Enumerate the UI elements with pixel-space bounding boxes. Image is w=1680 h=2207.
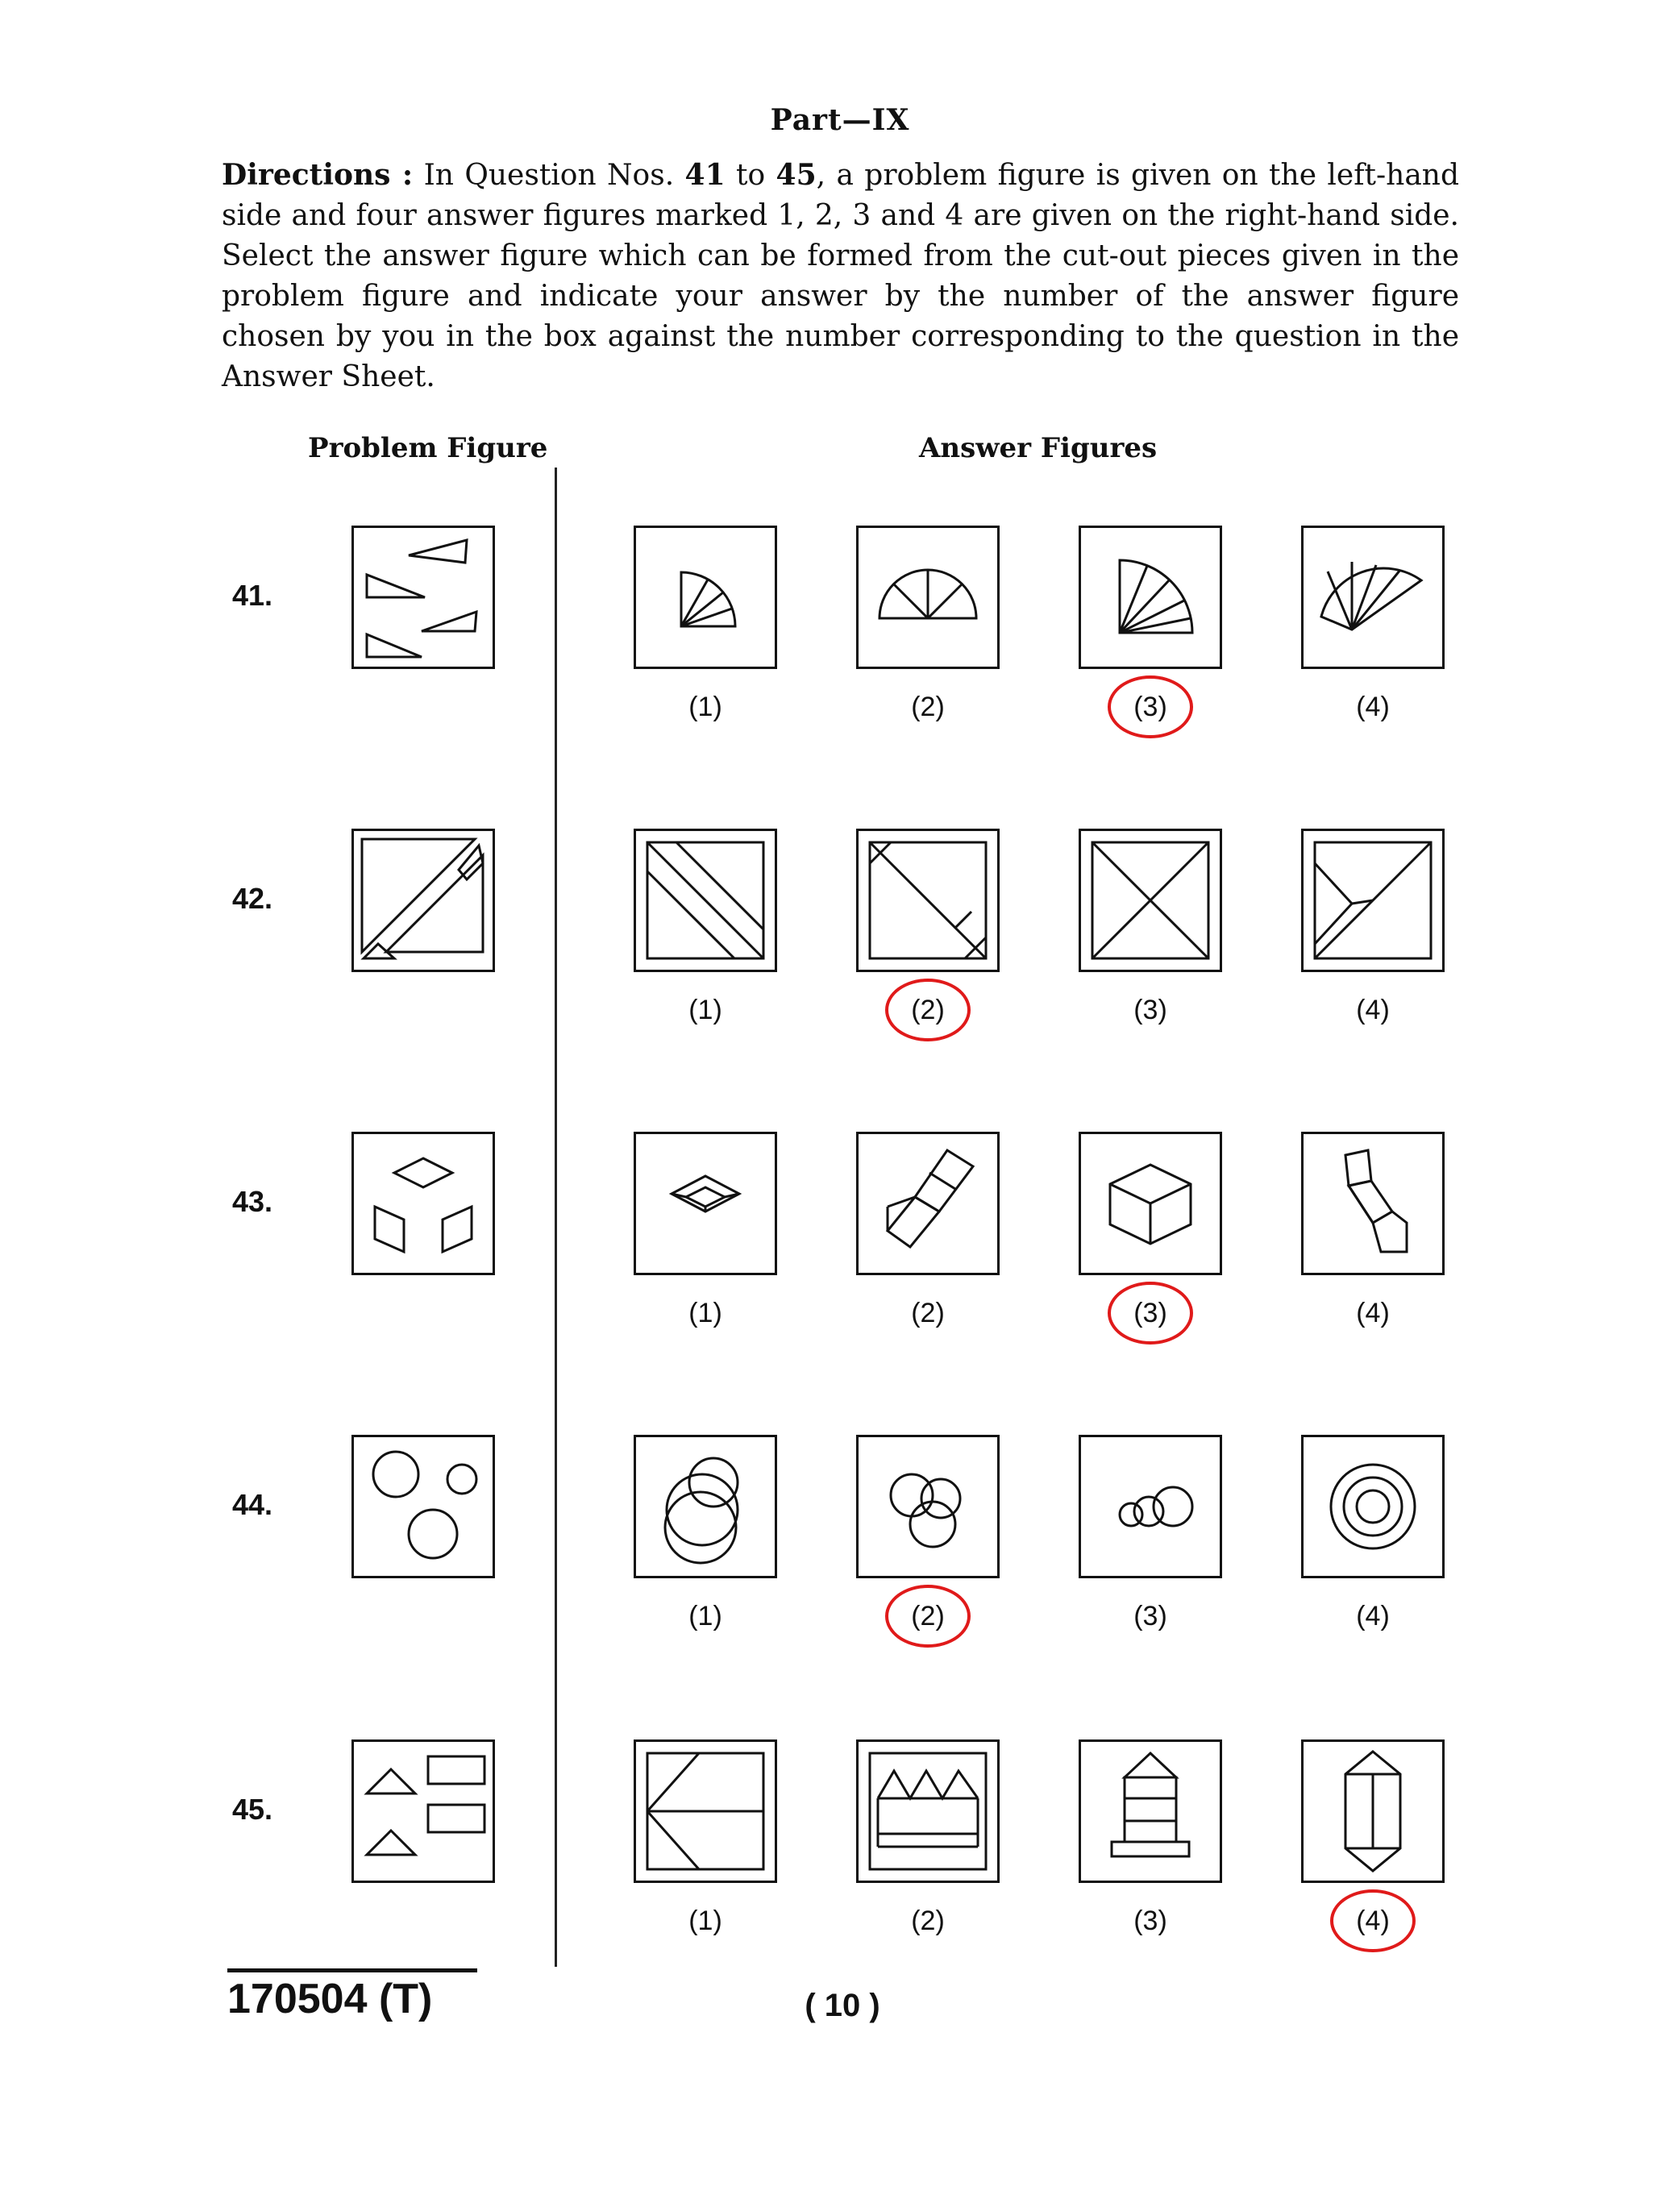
answer-figure[interactable] [856,526,1000,669]
option-label: (3) [1133,692,1167,722]
option-label: (1) [688,995,722,1025]
option-label: (4) [1356,995,1390,1025]
option-label: (1) [688,692,722,722]
question-number: 45. [232,1793,273,1826]
problem-figure [351,1739,495,1883]
answer-figure[interactable] [1079,526,1222,669]
answer-figure[interactable] [634,829,777,972]
answer-figure[interactable] [856,1435,1000,1578]
directions-part: to [725,159,776,192]
answer-figures-heading: Answer Figures [919,432,1158,464]
option-label: (4) [1356,1601,1390,1631]
question-number: 41. [232,579,273,612]
answer-figure[interactable] [1301,1739,1445,1883]
part-heading: Part—IX [770,103,910,137]
question-number: 44. [232,1488,273,1521]
answer-mark-circle [885,979,971,1041]
option-label: (1) [688,1601,722,1631]
directions-label: Directions : [222,158,414,192]
answer-figure[interactable] [856,829,1000,972]
answer-mark-circle [1108,675,1193,738]
option-label: (3) [1133,1906,1167,1936]
answer-figure[interactable] [634,1739,777,1883]
option-label: (3) [1133,995,1167,1025]
question-number: 43. [232,1185,273,1218]
option-label: (2) [911,1906,945,1936]
problem-figure [351,1132,495,1275]
option-label: (2) [911,1298,945,1328]
answer-mark-circle [1108,1282,1193,1345]
answer-figure[interactable] [856,1132,1000,1275]
option-label: (4) [1356,1906,1390,1936]
page-number: ( 10 ) [805,1988,880,2023]
answer-figure[interactable] [634,1132,777,1275]
directions-start-number: 41 [684,158,726,192]
option-label: (4) [1356,1298,1390,1328]
answer-figure[interactable] [634,526,777,669]
directions-part: , a problem figure is given on the left-hand side and four answer figures marked 1, 2, 3 and 4 are given on the right-hand side. Select the answer figure which can be formed from the cut-out pieces given in the problem figure and indicate your answer by the number of the answer figure chosen by you in the box against the number corresponding to the question in the Answer Sheet. [222,159,1460,393]
answer-figure[interactable] [1301,526,1445,669]
answer-figure[interactable] [1301,1435,1445,1578]
problem-figure-heading: Problem Figure [308,432,548,464]
answer-figure[interactable] [1079,1435,1222,1578]
column-divider [555,468,557,1967]
question-number: 42. [232,882,273,915]
directions-part: In Question Nos. [413,159,685,192]
answer-figure[interactable] [1301,1132,1445,1275]
option-label: (4) [1356,692,1390,722]
answer-figure[interactable] [856,1739,1000,1883]
directions-end-number: 45 [776,158,817,192]
answer-figure[interactable] [1301,829,1445,972]
option-label: (2) [911,1601,945,1631]
answer-figure[interactable] [1079,829,1222,972]
answer-figure[interactable] [1079,1739,1222,1883]
option-label: (1) [688,1298,722,1328]
problem-figure [351,526,495,669]
answer-figure[interactable] [1079,1132,1222,1275]
option-label: (2) [911,692,945,722]
problem-figure [351,829,495,972]
problem-figure [351,1435,495,1578]
option-label: (1) [688,1906,722,1936]
answer-mark-circle [1330,1889,1416,1952]
answer-mark-circle [885,1585,971,1648]
option-label: (3) [1133,1298,1167,1328]
directions-text [222,155,1459,397]
footer-code: 170504 (T) [227,1976,433,2022]
footer-rule [227,1968,477,1972]
option-label: (3) [1133,1601,1167,1631]
answer-figure[interactable] [634,1435,777,1578]
option-label: (2) [911,995,945,1025]
